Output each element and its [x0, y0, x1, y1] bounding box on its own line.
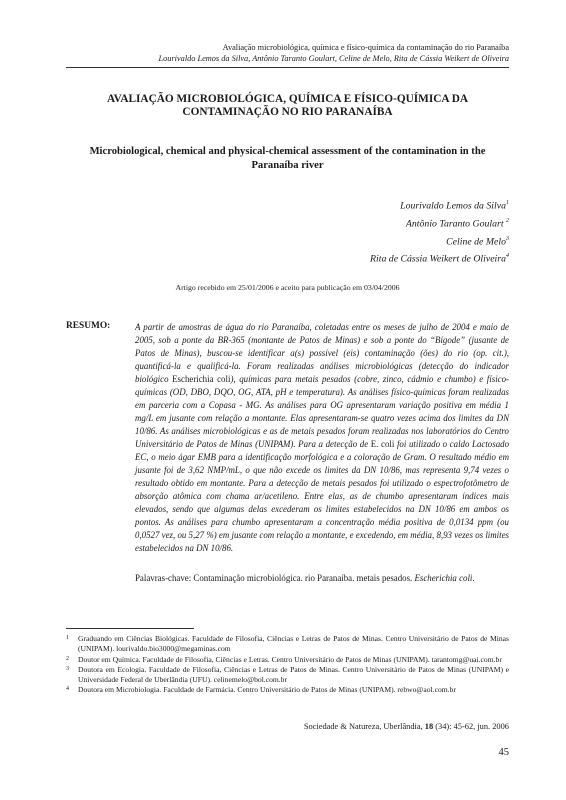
footnote-rule: [66, 628, 194, 629]
author: Antônio Taranto Goulart $^2$: [405, 217, 509, 230]
received-date-note: Artigo recebido em 25/01/2006 e aceito para publicação em 03/04/2006: [175, 283, 400, 292]
footnotes: [66, 634, 509, 696]
footnote: 2 Doutor em Química. Faculdade de Filosofia, Ciências e Letras. Centro Universitário de Patos de Minas (UNIPAM). tarantomg@uai.com.br: [66, 654, 502, 664]
footnote: 3 Doutora em Ecologia. Faculdade de Filosofia, Ciências e Letras de Patos de Minas. Centro Universitário de Patos de Minas (UNIPAM) e Universidade Federal de Uberlândia (UFU). celinemelo@bol.com.br: [66, 664, 509, 685]
article-title-en: Microbiological, chemical and physical-chemical assessment of the contamination in the Paranaíba river: [89, 146, 486, 171]
author: Rita de Cássia Weikert de Oliveira$^4$: [370, 253, 509, 265]
keywords-label: Palavras-chave:: [135, 573, 192, 583]
header-rule: [66, 67, 509, 68]
running-header-title: Avaliação microbiológica, química e físico-química da contaminação do rio Paranaíba: [222, 43, 509, 52]
article-title-pt: AVALIAÇÃO MICROBIOLÓGICA, QUÍMICA E FÍSICO-QUÍMICA DA CONTAMINAÇÃO NO RIO PARANAÍBA: [106, 93, 469, 118]
abstract-label: RESUMO:: [66, 321, 111, 331]
page-number: 45: [498, 747, 509, 758]
author-list: [370, 196, 509, 267]
journal-citation: Sociedade & Natureza, Uberlândia, 18 (34): 45-62, jun. 2006: [303, 722, 509, 731]
footnote: 1 Graduando em Ciências Biológicas. Faculdade de Filosofia, Ciências e Letras de Patos de Minas. Centro Universitário de Patos de Minas (UNIPAM). lourivaldo.bio3000@megaminas.com: [66, 634, 509, 654]
abstract-text: A partir de amostras de água do rio Paranaíba, coletadas entre os meses de julho de 2004 e maio de 2005, sob a ponte da BR-365 (montante de Patos de Minas) e sob a ponte do “Bigode” (jusante de Patos de Minas), buscou-se identificar a(s) possível (eis) contaminação (ões) do rio (op. cit.), quantificá-la e qualificá-la. Foram realizadas análises microbiológicas (detecção do indicador biológico Escherichia coli), químicas para metais pesados (cobre, zinco, cádmio e chumbo) e físico-químicas (OD, DBO, DQO, OG, ATA, pH e temperatura). As análises físico-químicas foram realizadas em parceria com a Copasa - MG. As análises para OG apresentaram variação positiva em média 1 mg/L em jusante com relação a montante. Elas apresentaram-se quatro vezes acima dos limites da DN 10/86. As análises microbiológicas e as de metais pesados foram realizadas nos laboratórios do Centro Universitário de Patos de Minas (UNIPAM). Para a detecção de E. coli foi utilizado o caldo Lactosado EC, o meio ágar EMB para a identificação morfológica e a coloração de Gram. O resultado médio em jusante foi de 3,62 NMP/mL, o que não excede os limites da DN 10/86, mas representa 9,74 vezes o resultado obtido em montante. Para a detecção de metais pesados foi utilizado o espectrofotômetro de absorção atômica com chama ar/acetileno. Entre elas, as de chumbo apresentaram índices mais elevados, sendo que algumas delas excederam os limites estabelecidos na DN 10/86 em ambos os pontos. As análises para chumbo apresentaram a concentração média positiva de 0,0134 ppm (ou 0,0527 vez, ou 5,27 %) em jusante com relação a montante, e excedendo, em média, 8,93 vezes os limites estabelecidos na DN 10/86.: [135, 322, 510, 553]
running-header-authors: Lourivaldo Lemos da Silva, Antônio Taranto Goulart, Celine de Melo, Rita de Cássia Weikert de Oliveira: [158, 54, 509, 63]
keywords-line: Palavras-chave: Contaminação microbiológica. rio Paranaíba. metais pesados. Escherichia coli.: [135, 573, 475, 583]
author: Lourivaldo Lemos da Silva$^1$: [400, 200, 509, 212]
author: Celine de Melo$^3$: [446, 235, 509, 247]
footnote: 4 Doutora em Microbiologia. Faculdade de Farmácia. Centro Universitário de Patos de Minas (UNIPAM). rebwo@aol.com.br: [66, 685, 456, 695]
